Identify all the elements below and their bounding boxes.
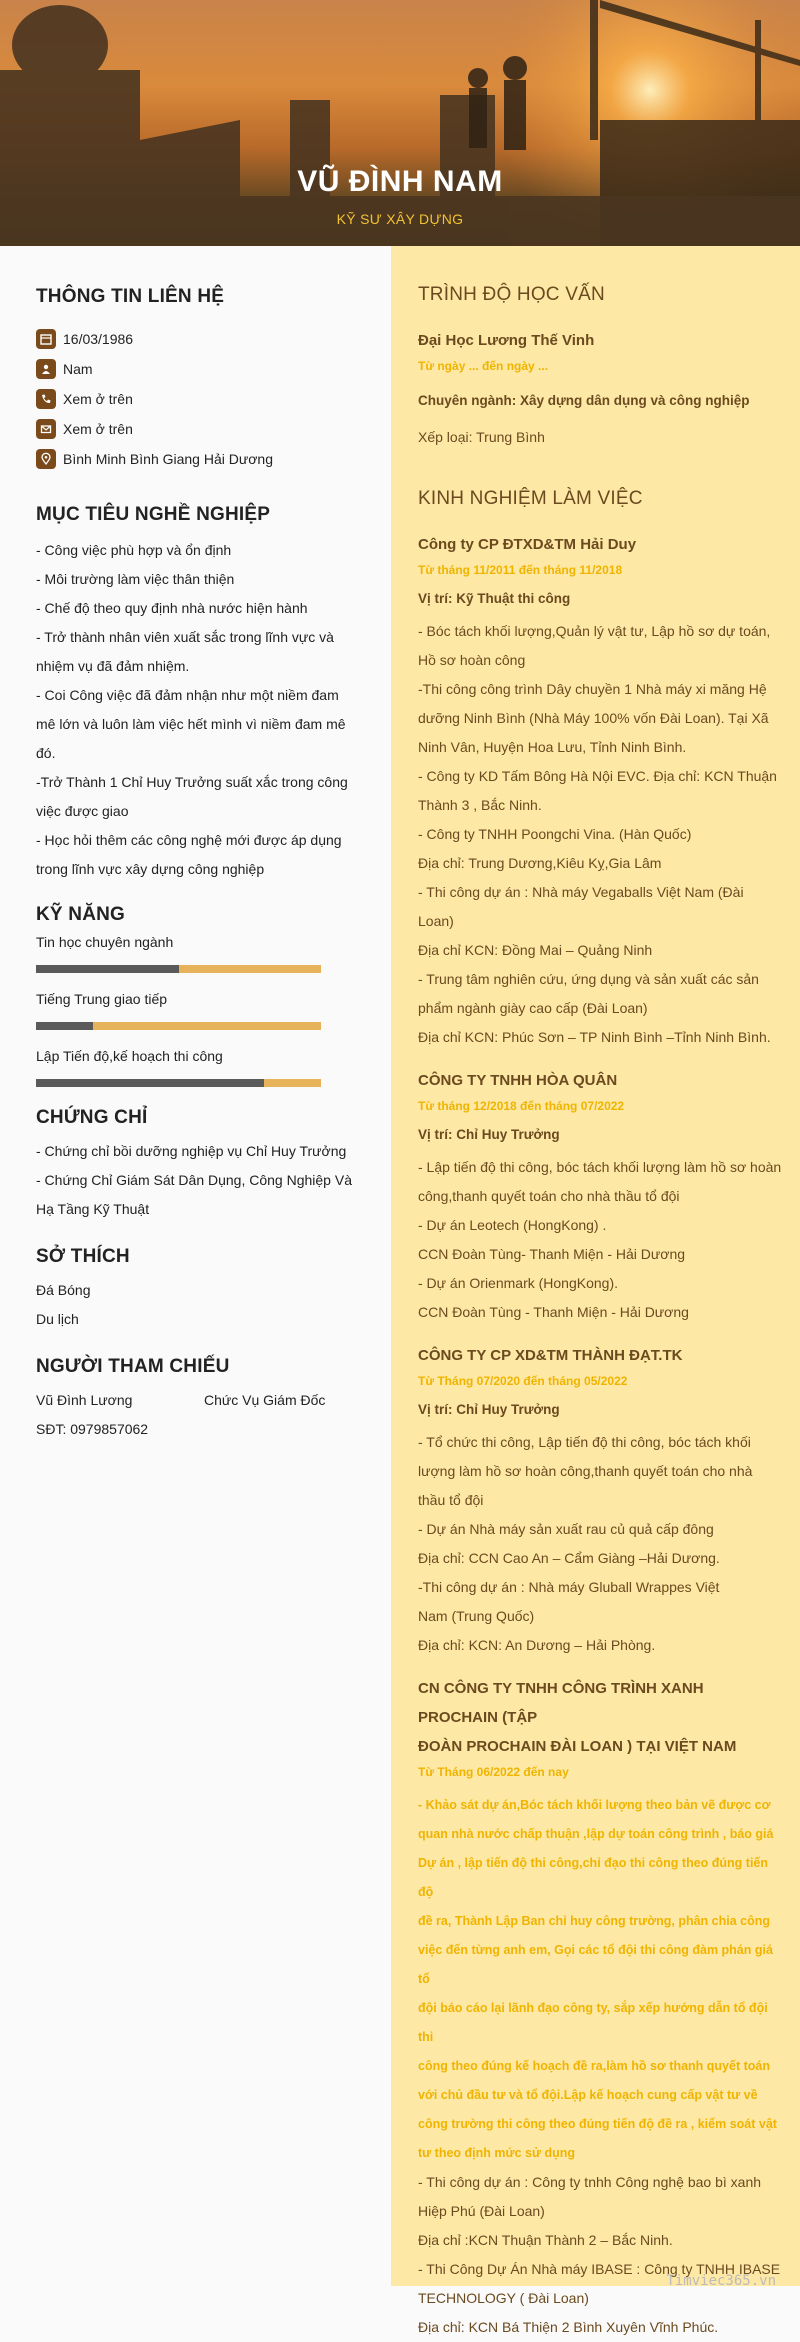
certificates-section	[36, 1107, 355, 1224]
left-column	[0, 246, 391, 2286]
job-highlight-line: công trường thi công theo đúng tiến độ đề ra , kiểm soát vật	[418, 2117, 777, 2131]
job-detail-line: - Tổ chức thi công, Lập tiến độ thi công, bóc tách khối	[418, 1434, 751, 1450]
job-detail-line: Địa chỉ KCN: Đồng Mai – Quảng Ninh	[418, 942, 653, 958]
job-detail-line: -Thi công công trình Dây chuyền 1 Nhà máy xi măng Hệ	[418, 681, 767, 697]
skill-bar-fill	[36, 1079, 264, 1087]
experience-heading: KINH NGHIỆM LÀM VIỆC	[418, 488, 643, 509]
job-entry	[418, 1066, 782, 1327]
job-detail-line: - Công ty TNHH Poongchi Vina. (Hàn Quốc)	[418, 826, 692, 842]
job-detail-line: - Dự án Nhà máy sản xuất rau củ quả cấp đông	[418, 1521, 714, 1537]
job-detail-line: công,thanh quyết toán cho nhà thầu tổ đội	[418, 1188, 680, 1204]
contact-birthdate-text: 16/03/1986	[63, 331, 134, 347]
certificate-line: - Chứng Chỉ Giám Sát Dân Dụng, Công Nghiệp Và	[36, 1172, 352, 1188]
job-entry	[418, 530, 782, 1052]
job-company-line: CN CÔNG TY TNHH CÔNG TRÌNH XANH PROCHAIN (TẬP	[418, 1680, 704, 1726]
candidate-title: KỸ SƯ XÂY DỰNG	[336, 211, 464, 227]
objective-heading: MỤC TIÊU NGHỀ NGHIỆP	[36, 504, 271, 525]
education-major: Chuyên ngành: Xây dựng dân dụng và công nghiệp	[418, 393, 750, 408]
job-company: Công ty CP ĐTXD&TM Hải Duy	[418, 536, 637, 553]
objective-line: mê lớn và luôn làm việc hết mình vì niềm đam mê	[36, 716, 346, 732]
skill-bar-fill	[36, 965, 179, 973]
job-detail-line: phẩm ngành giày cao cấp (Đài Loan)	[418, 1000, 648, 1016]
objective-line: - Học hỏi thêm các công nghệ mới được áp dụng	[36, 832, 342, 848]
objective-line: đó.	[36, 745, 56, 761]
job-highlight-line: đội báo cáo lại lãnh đạo công ty, sắp xếp hướng dẫn tổ đội thi	[418, 2001, 768, 2044]
job-detail-line: Loan)	[418, 913, 454, 929]
job-date: Từ tháng 12/2018 đến tháng 07/2022	[418, 1099, 625, 1113]
skill-bar-fill	[36, 1022, 93, 1030]
objective-section	[36, 504, 355, 884]
contact-email-text: Xem ở trên	[63, 421, 133, 437]
hobby-item: Du lịch	[36, 1311, 79, 1327]
job-detail-line: Ninh Vân, Huyện Hoa Lưu, Tỉnh Ninh Bình.	[418, 739, 687, 755]
contact-phone-text: Xem ở trên	[63, 391, 133, 407]
contact-phone	[36, 384, 355, 414]
candidate-name: VŨ ĐÌNH NAM	[297, 165, 503, 198]
skill-label: Tin học chuyên ngành	[36, 934, 174, 950]
reference-phone: SĐT: 0979857062	[36, 1421, 149, 1437]
skill-bar	[36, 1022, 321, 1030]
skills-section	[36, 904, 355, 1087]
objective-line: việc được giao	[36, 803, 129, 819]
education-school: Đại Học Lương Thế Vinh	[418, 332, 595, 349]
job-detail-line: - Lập tiến độ thi công, bóc tách khối lượng làm hồ sơ hoàn	[418, 1159, 782, 1175]
skill-item	[36, 934, 355, 973]
job-date: Từ Tháng 06/2022 đến nay	[418, 1765, 569, 1779]
contact-address	[36, 444, 355, 474]
objective-line: - Công việc phù hợp và ổn định	[36, 542, 232, 558]
skill-item	[36, 991, 355, 1030]
job-detail-line: CCN Đoàn Tùng - Thanh Miện - Hải Dương	[418, 1304, 689, 1320]
objective-line: - Coi Công việc đã đảm nhận như một niềm đam	[36, 687, 339, 703]
job-detail-line: -Thi công dự án : Nhà máy Gluball Wrappes Việt	[418, 1579, 720, 1595]
hobby-item: Đá Bóng	[36, 1282, 91, 1298]
construction-banner-illustration	[0, 0, 800, 246]
gender-icon	[36, 359, 56, 379]
job-highlight-line: Dự án , lập tiến độ thi công,chỉ đạo thi công theo đúng tiến độ	[418, 1856, 769, 1899]
job-detail-line: - Thi công dự án : Nhà máy Vegaballs Việt Nam (Đài	[418, 884, 744, 900]
job-detail-line: CCN Đoàn Tùng- Thanh Miện - Hải Dương	[418, 1246, 686, 1262]
job-detail-line: Địa chỉ: KCN: An Dương – Hải Phòng.	[418, 1637, 656, 1653]
job-date: Từ Tháng 07/2020 đến tháng 05/2022	[418, 1374, 628, 1388]
reference-section	[36, 1356, 355, 1444]
job-company: CÔNG TY TNHH HÒA QUÂN	[418, 1072, 618, 1089]
job-detail-line: - Dự án Leotech (HongKong) .	[418, 1217, 607, 1233]
reference-heading: NGƯỜI THAM CHIẾU	[36, 1356, 230, 1377]
skill-bar	[36, 1079, 321, 1087]
skill-label: Tiếng Trung giao tiếp	[36, 991, 168, 1007]
job-detail-line: Địa chỉ: KCN Bá Thiện 2 Bình Xuyên Vĩnh Phúc.	[418, 2319, 719, 2335]
job-detail-line: Địa chỉ KCN: Phúc Sơn – TP Ninh Bình –Tỉnh Ninh Bình.	[418, 1029, 771, 1045]
job-detail-line: - Thi công dự án : Công ty tnhh Công nghệ bao bì xanh	[418, 2174, 762, 2190]
job-detail-line: Hiệp Phú (Đài Loan)	[418, 2203, 545, 2219]
watermark: Timviec365.vn	[666, 2273, 776, 2289]
objective-line: - Môi trường làm việc thân thiện	[36, 571, 235, 587]
job-company-line: ĐOÀN PROCHAIN ĐÀI LOAN ) TẠI VIỆT NAM	[418, 1738, 737, 1755]
job-date: Từ tháng 11/2011 đến tháng 11/2018	[418, 563, 623, 577]
job-position: Vị trí: Kỹ Thuật thi công	[418, 591, 571, 606]
job-detail-line: - Bóc tách khối lượng,Quản lý vật tư, Lập hồ sơ dự toán,	[418, 623, 771, 639]
job-highlight-line: đề ra, Thành Lập Ban chỉ huy công trường, phân chia công	[418, 1914, 770, 1928]
skill-bar	[36, 965, 321, 973]
reference-phone-row	[36, 1415, 355, 1444]
job-highlight-line: tư theo định mức sử dụng	[418, 2146, 576, 2160]
job-position: Vị trí: Chỉ Huy Trưởng	[418, 1402, 560, 1417]
job-highlight-line: với chủ đầu tư và tổ đội.Lập kế hoạch cung cấp vật tư về	[418, 2088, 758, 2102]
contact-address-text: Bình Minh Bình Giang Hải Dương	[63, 451, 273, 467]
job-detail-line: - Trung tâm nghiên cứu, ứng dụng và sản xuất các sản	[418, 971, 759, 987]
contact-birthdate	[36, 324, 355, 354]
calendar-icon	[36, 329, 56, 349]
job-detail-line: Địa chỉ :KCN Thuận Thành 2 – Bắc Ninh.	[418, 2232, 673, 2248]
certificate-line: - Chứng chỉ bồi dưỡng nghiệp vụ Chỉ Huy Trưởng	[36, 1143, 347, 1159]
objective-line: -Trở Thành 1 Chỉ Huy Trưởng suất xắc trong công	[36, 774, 348, 790]
education-section	[418, 284, 782, 452]
job-detail-line: Địa chỉ: Trung Dương,Kiêu Kỵ,Gia Lâm	[418, 855, 662, 871]
job-detail-line: Địa chỉ: CCN Cao An – Cẩm Giàng –Hải Dương.	[418, 1550, 720, 1566]
job-highlight-line: quan nhà nước chấp thuận ,lập dự toán công trình , báo giá	[418, 1827, 774, 1841]
objective-line: - Chế độ theo quy định nhà nước hiện hành	[36, 600, 308, 616]
job-detail-line: Nam (Trung Quốc)	[418, 1608, 535, 1624]
education-date: Từ ngày ... đến ngày ...	[418, 359, 549, 373]
right-column	[391, 246, 800, 2335]
contact-gender	[36, 354, 355, 384]
job-highlight-line: - Khảo sát dự án,Bóc tách khối lượng theo bản vẽ được cơ	[418, 1798, 771, 1812]
job-entry	[418, 1674, 782, 2342]
job-detail-line: - Dự án Orienmark (HongKong).	[418, 1275, 618, 1291]
job-company: CÔNG TY CP XD&TM THÀNH ĐẠT.TK	[418, 1347, 683, 1364]
education-heading: TRÌNH ĐỘ HỌC VẤN	[418, 284, 605, 305]
reference-row	[36, 1386, 355, 1415]
reference-name: Vũ Đình Lương	[36, 1392, 133, 1408]
job-detail-line: Thành 3 , Bắc Ninh.	[418, 797, 542, 813]
hobbies-section	[36, 1246, 355, 1334]
contact-gender-text: Nam	[63, 361, 93, 377]
phone-icon	[36, 389, 56, 409]
experience-section	[418, 488, 782, 2342]
skill-item	[36, 1048, 355, 1087]
certificate-line: Hạ Tầng Kỹ Thuật	[36, 1201, 150, 1217]
contact-email	[36, 414, 355, 444]
contact-heading: THÔNG TIN LIÊN HỆ	[36, 286, 225, 307]
objective-line: trong lĩnh vực xây dựng công nghiệp	[36, 861, 265, 877]
education-grade: Xếp loại: Trung Bình	[418, 429, 545, 445]
email-icon	[36, 419, 56, 439]
certificates-heading: CHỨNG CHỈ	[36, 1107, 148, 1128]
header-banner	[0, 0, 800, 246]
hobbies-heading: SỞ THÍCH	[36, 1246, 130, 1267]
job-entry	[418, 1341, 782, 1660]
job-position: Vị trí: Chỉ Huy Trưởng	[418, 1127, 560, 1142]
location-icon	[36, 449, 56, 469]
reference-position: Chức Vụ Giám Đốc	[204, 1392, 326, 1408]
job-detail-line: lượng làm hồ sơ hoàn công,thanh quyết toán cho nhà	[418, 1463, 753, 1479]
job-detail-line: Hồ sơ hoàn công	[418, 652, 526, 668]
job-detail-line: TECHNOLOGY ( Đài Loan)	[418, 2290, 589, 2306]
job-detail-line: thầu tổ đội	[418, 1492, 484, 1508]
job-detail-line: - Thi Công Dự Án Nhà máy IBASE : Công ty TNHH IBASE	[418, 2261, 781, 2277]
skill-label: Lập Tiến độ,kế hoạch thi công	[36, 1048, 223, 1064]
objective-line: - Trở thành nhân viên xuất sắc trong lĩnh vực và	[36, 629, 334, 645]
objective-line: nhiệm vụ đã đảm nhiệm.	[36, 658, 190, 674]
job-detail-line: dưỡng Ninh Bình (Nhà Máy 100% vốn Đài Loan). Tại Xã	[418, 710, 769, 726]
skills-heading: KỸ NĂNG	[36, 904, 126, 925]
contact-section	[36, 286, 355, 474]
job-highlight-line: việc đến từng anh em, Gọi các tổ đội thi công đàm phán giá tổ	[418, 1943, 773, 1986]
job-highlight-line: công theo đúng kế hoạch đề ra,làm hồ sơ thanh quyết toán	[418, 2059, 770, 2073]
job-detail-line: - Công ty KD Tấm Bông Hà Nội EVC. Địa chỉ: KCN Thuận	[418, 768, 777, 784]
